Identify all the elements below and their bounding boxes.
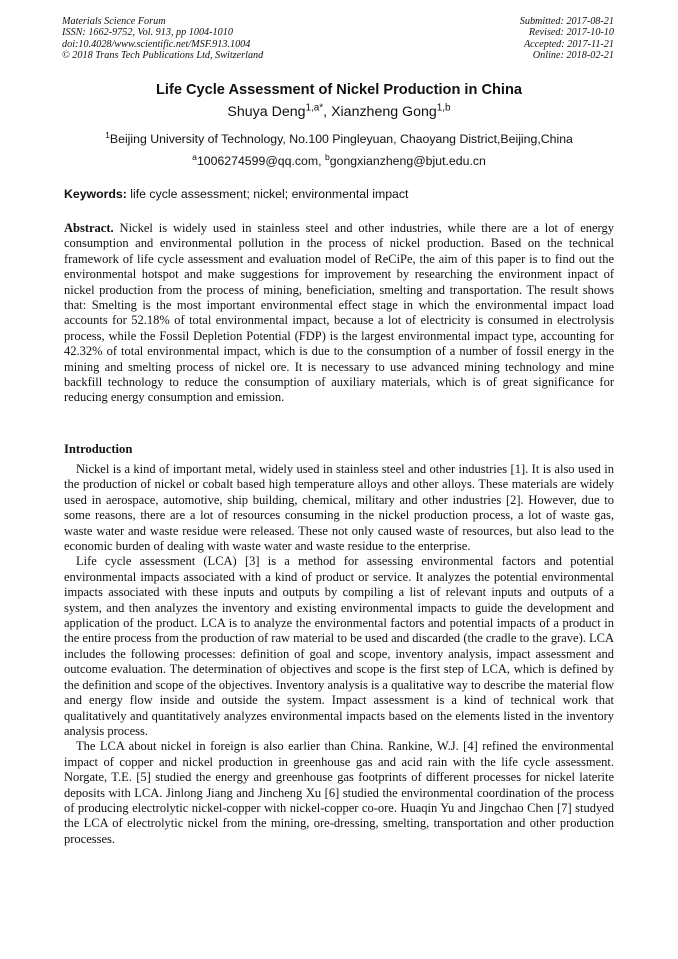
author-list (0, 104, 678, 120)
journal-copyright: © 2018 Trans Tech Publications Ltd, Switzerland (62, 49, 264, 61)
date-accepted: Accepted: 2017-11-21 (523, 38, 614, 50)
email-link[interactable]: gongxianzheng@bjut.edu.cn (329, 154, 486, 168)
paragraph: Nickel is a kind of important metal, widely used in stainless steel and other industries [1]. It is also used in the production of nickel or cobalt based high temperature alloys and other alloys. These materials are widely used in aerospace, automotive, ship building, chemical, military and other industries [2]. However, due to some reasons, there are a lot of resources consuming in the nickel production process, a lot of waste gas, waste water and waste residue were released. These not only caused waste of resources, but also lead to the economic burden of dealing with waste water and waste residue to the enterprise. (64, 462, 614, 554)
abstract-text: Nickel is widely used in stainless steel and other industries, while there are a lot of energy consumption and environmental pollution in the process of nickel production. Based on the technical framework of life cycle assessment and evaluation model of ReCiPe, the aim of this paper is to find out the environmental hotspot and make suggestions for improvement by researching the environment inpact of nickel production from the process of mining, beneficiation, smelting and transportation. The result shows that: Smelting is the most important environmental effect stage in which the environmental impact load accounts for 52.18% of total environmental impact, because a lot of electricity is consumed in electrolysis process, while the Fossil Depletion Potential (FDP) is the largest environmental impact type, accounting for 42.32% of total environmental impact, which is due to the consumption of a number of fossil energy in the mining and smelting process of nickel ore. It is necessary to use advanced mining technology and mine backfill technology to reduce the consumption of auxiliary materials, which is of great significance for reducing energy consumption and emission. (64, 221, 614, 405)
paper-title: Life Cycle Assessment of Nickel Production in China (155, 82, 522, 98)
section-heading: Introduction (64, 442, 133, 456)
abstract-label: Abstract. (64, 221, 114, 235)
author-name: Shuya Deng (227, 104, 306, 120)
author-name: Xianzheng Gong (331, 104, 437, 120)
introduction-body (64, 462, 614, 847)
email-mark: a (192, 151, 197, 162)
date-revised: Revised: 2017-10-10 (528, 27, 614, 39)
email-mark: b (324, 151, 330, 162)
email-link[interactable]: 1006274599@qq.com (196, 154, 319, 168)
journal-name: Materials Science Forum (62, 16, 166, 27)
keywords (64, 187, 408, 201)
author-separator: , (323, 104, 332, 120)
affiliation-text: Beijing University of Technology, No.100 Pingleyuan, Chaoyang District,Beijing,China (109, 132, 573, 146)
paragraph: The LCA about nickel in foreign is also earlier than China. Rankine, W.J. [4] refined the environmental impact of copper and nickel production in greenhouse gas and acid rain with the life cycle assessment. Norgate, T.E. [5] studied the energy and greenhouse gas footprints of different processes for nickel laterite deposits with LCA. Jinlong Jiang and Jincheng Xu [6] studied the environmental coordination of the process of producing electrolytic nickel-copper with nickel-copper co-ore. Huaqin Yu and Jingchao Chen [7] studyed the LCA of electrolytic nickel from the mining, ore-dressing, smelting, transportation and other production processes. (64, 739, 614, 846)
affiliation-mark: 1 (105, 129, 110, 140)
affiliation (0, 129, 678, 146)
keywords-text: life cycle assessment; nickel; environmental impact (126, 187, 409, 201)
author-emails (0, 151, 678, 168)
email-separator: , (318, 154, 325, 168)
author-affiliation-mark: 1,a* (305, 102, 324, 114)
journal-issn: ISSN: 1662-9752, Vol. 913, pp 1004-1010 (62, 27, 233, 39)
abstract (64, 221, 614, 406)
date-submitted: Submitted: 2017-08-21 (519, 16, 614, 27)
journal-info (62, 16, 263, 61)
author-affiliation-mark: 1,b (436, 102, 451, 114)
date-online: Online: 2018-02-21 (532, 49, 614, 61)
paragraph: Life cycle assessment (LCA) [3] is a method for assessing environmental factors and potential environmental impacts associated with a kind of product or service. It analyzes the potential environmental impacts associated with these inputs and outputs by compiling a list of relevant inputs and outputs of a system, and then analyzes the inventory and existing environmental impacts to guide the development and application of the product. LCA is to analyze the environmental factors and potential impacts of a product in the entire process from the production of raw material to be used and discarded (the cradle to the grave). LCA includes the following processes: definition of goal and scope, inventory analysis, impact assessment and outcome evaluation. The determination of objectives and scope is the first step of LCA, which is defined by the definition and scope of the objectives. Inventory analysis is a qualitative way to describe the material flow and energy flow inside and outside the system. Impact assessment is a kind of technical work that qualitatively and quantitatively analyzes environmental impacts based on the elements listed in the inventory analysis process. (64, 554, 614, 738)
keywords-label: Keywords: (64, 187, 127, 201)
publication-dates (520, 16, 614, 61)
journal-doi: doi:10.4028/www.scientific.net/MSF.913.1004 (62, 38, 251, 50)
